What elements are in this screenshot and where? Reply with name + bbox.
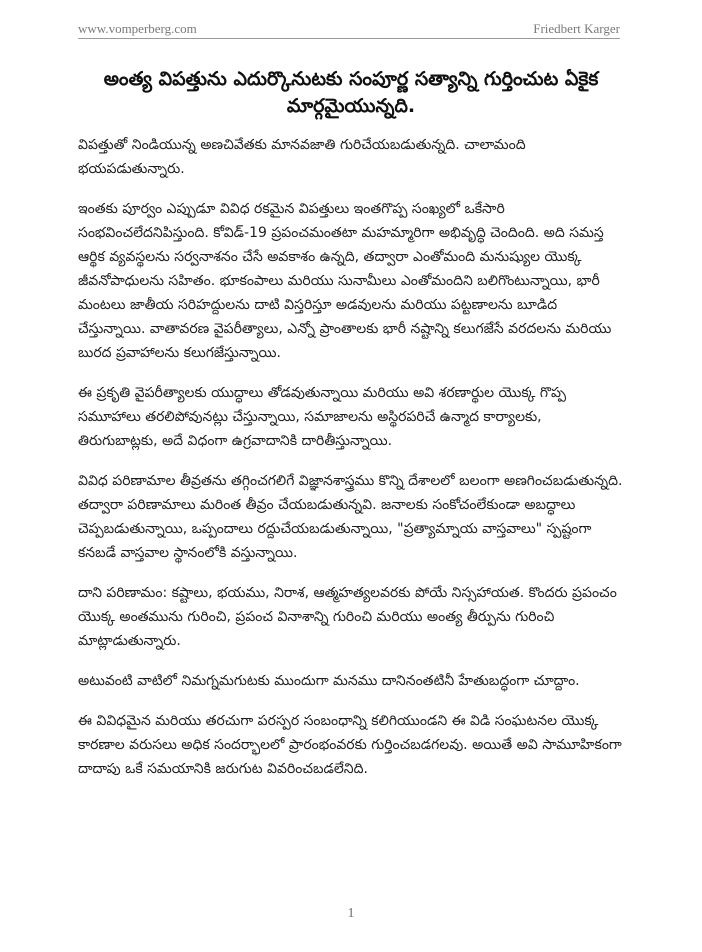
paragraph: ఇంతకు పూర్వం ఎప్పుడూ వివిధ రకమైన విపత్తులు ఇంతగొప్ప సంఖ్యలో ఒకేసారి సంభవించలేదనిపిస్తుంది. కోవిడ్-19 ప్రపంచమంతటా మహమ్మారిగా అభివృద్ధి చెందింది. అది సమస్త ఆర్థిక వ్యవస్థలను సర్వనాశనం చేసే అవకాశం ఉన్నది, తద్వారా ఎంతోమంది మనుష్యుల యొక్క జీవనోపాధులను సహితం. భూకంపాలు మరియు సునామీలు ఎంతోమందిని బలిగొంటున్నాయి, భారీ మంటలు జాతీయ సరిహద్దులను దాటి విస్తరిస్తూ అడవులను మరియు పట్టణాలను బూడిద చేస్తున్నాయి. వాతావరణ వైపరీత్యాలు, ఎన్నో ప్రాంతాలకు భారీ నష్టాన్ని కలుగజేసే వరదలను మరియు బురద ప్రవాహాలను కలుగజేస్తున్నాయి. — [78, 201, 612, 361]
paragraph: అటువంటి వాటిలో నిమగ్నమగుటకు ముందుగా మనము దానినంతటినీ హేతుబద్ధంగా చూద్దాం. — [78, 673, 580, 689]
header-website: www.vomperberg.com — [78, 21, 197, 36]
paragraph: విపత్తుతో నిండియున్న అణచివేతకు మానవజాతి గురిచేయబడుతున్నది. చాలామంది భయపడుతున్నారు. — [78, 137, 526, 177]
page-number: 1 — [347, 906, 355, 921]
page-header — [78, 20, 620, 39]
document-body — [78, 133, 624, 797]
paragraph: వివిధ పరిణామాల తీవ్రతను తగ్గించగలిగే విజ్ఞానశాస్త్రము కొన్ని దేశాలలో బలంగా అణగించబడుతున్నది. తద్వారా పరిణామాలు మరింత తీవ్రం చేయబడుతున్నవి. జనాలకు సంకోచంలేకుండా అబద్ధాలు చెప్పబడుతున్నాయి, ఒప్పందాలు రద్దుచేయబడుతున్నాయి, "ప్రత్యామ్నాయ వాస్తవాలు" స్పష్టంగా కనబడే వాస్తవాల స్థానంలోకి వస్తున్నాయి. — [78, 473, 623, 561]
paragraph: ఈ వివిధమైన మరియు తరచుగా పరస్పర సంబంధాన్ని కలిగియుండని ఈ విడి సంఘటనల యొక్క కారణాల వరుసలు అధిక సందర్భాలలో ప్రారంభంవరకు గుర్తించబడగలవు. అయితే అవి సామూహికంగా దాదాపు ఒకే సమయానికి జరుగుట వివరించబడలేనిది. — [78, 713, 622, 777]
header-author: Friedbert Karger — [533, 21, 620, 36]
paragraph: ఈ ప్రకృతి వైపరీత్యాలకు యుద్ధాలు తోడవుతున్నాయి మరియు అవి శరణార్థుల యొక్క గొప్ప సమూహాలు తరలిపోవునట్లు చేస్తున్నాయి, సమాజాలను అస్థిరపరిచే ఉన్మాద కార్యాలకు, తిరుగుబాట్లకు, అదే విధంగా ఉగ్రవాదానికి దారితీస్తున్నాయి. — [78, 385, 567, 449]
document-title: అంత్య విపత్తును ఎదుర్కొనుటకు సంపూర్ణ సత్యాన్ని గుర్తించుట ఏకైక మార్గమైయున్నది. — [103, 68, 599, 117]
paragraph: దాని పరిణామం: కష్టాలు, భయము, నిరాశ, ఆత్మహత్యలవరకు పోయే నిస్సహాయత. కొందరు ప్రపంచం యొక్క అంతమును గురించి, ప్రపంచ వినాశాన్ని గురించి మరియు అంత్య తీర్పును గురించి మాట్లాడుతున్నారు. — [78, 585, 617, 649]
